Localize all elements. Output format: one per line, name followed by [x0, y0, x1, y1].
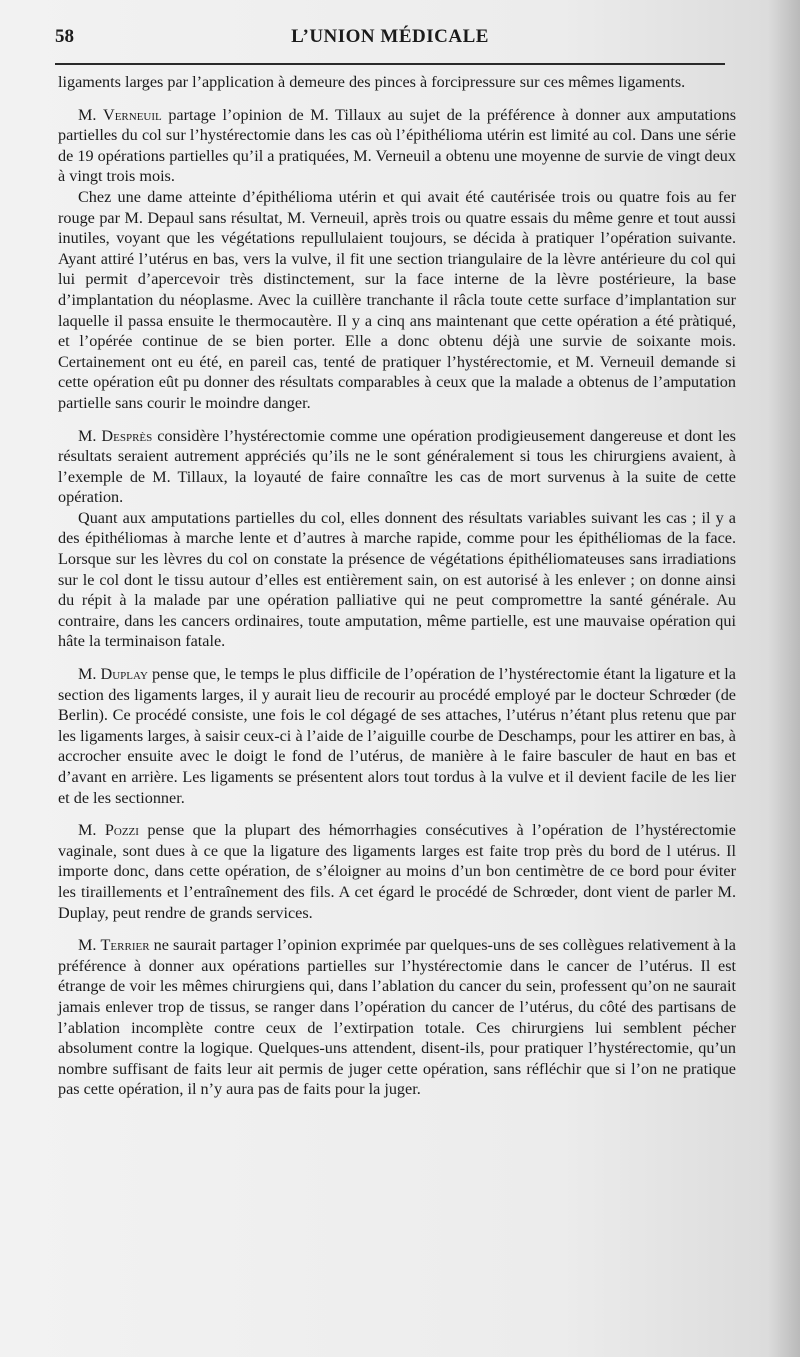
- paragraph-text: Chez une dame atteinte d’épithélioma utérin et qui avait été cautérisée trois ou quatre fois au fer rouge par M. Depaul sans résultat, M. Verneuil, après trois ou quatre essais du même genre et tout aussi inutiles, voyant que les végétations repullulaient toujours, se décida à pratiquer l’opération suivante. Ayant attiré l’utérus en bas, vers la vulve, il fit une section triangulaire de la lèvre antérieure du col qui lui permit d’apercevoir très distinctement, sur la face interne de la lèvre postérieure, la base d’implantation du néoplasme. Avec la cuillère tranchante il râcla toute cette surface d’implantation sur laquelle il passa ensuite le thermocautère. Il y a cinq ans maintenant que cette opération a été pràtiqué, et l’opérée continue de se bien porter. Elle a donc obtenu déjà une survie de soixante mois. Certainement ont eu été, en pareil cas, tenté de pratiquer l’hystérectomie, et M. Verneuil demande si cette opération eût pu donner des résultats comparables à ceux que la malade a obtenus de l’amputation partielle sans courir le moindre danger.: [58, 187, 736, 412]
- speaker-prefix: M.: [78, 821, 105, 840]
- paragraph: [58, 187, 736, 414]
- paragraph-text: ne saurait partager l’opinion exprimée par quelques-uns de ses collègues relativement à la préférence à donner aux opérations partielles sur l’hystérectomie dans le cancer de l’utérus. Il est étrange de voir les mêmes chirurgiens qui, dans l’ablation du cancer du sein, professent qu’on ne saurait jamais enlever trop de tissus, se ranger dans l’opération du cancer de l’utérus, du côté des partisans de l’ablation incomplète contre ceux de l’extirpation totale. Ces chirurgiens lui semblent pécher absolument contre la logique. Quelques-uns attendent, disent-ils, pour pratiquer l’hystérectomie, qu’un nombre suffisant de faits leur ait permis de juger cette opération, sans réfléchir que si l’on ne pratique pas cette opération, il n’y aura pas de faits pour la juger.: [58, 936, 736, 1099]
- speaker-name: Desprès: [101, 426, 153, 445]
- paragraph-text: ligaments larges par l’application à demeure des pinces à forcipressure sur ces mêmes ligaments.: [58, 73, 686, 91]
- speaker-name: Pozzi: [104, 821, 139, 840]
- paragraph-text: Quant aux amputations partielles du col, elles donnent des résultats variables suivant les cas ; il y a des épithéliomas à marche lente et d’autres à marche rapide, comme pour les épithéliomas de la face. Lorsque sur les lèvres du col on constate la présence de végétations épithéliomateuses sans irradiations sur le col dont le tissu autour d’elles est entièrement sain, on est autorisé à les enlever ; on donne ainsi du répit à la malade par une opération palliative qui ne peut compromettre la santé générale. Au contraire, dans les cancers ordinaires, toute amputation, même partielle, est une mauvaise opération qui hâte la terminaison fatale.: [58, 508, 736, 651]
- header-rule: [55, 63, 725, 65]
- paragraph: [58, 426, 736, 508]
- paragraph: [58, 664, 736, 808]
- page-number: 58: [55, 26, 74, 47]
- paragraph: [58, 820, 736, 923]
- paragraph: [58, 105, 736, 187]
- speaker-prefix: M.: [78, 665, 101, 684]
- paragraph-text: pense que, le temps le plus difficile de l’opération de l’hystérectomie étant la ligature et la section des ligaments larges, il y aurait lieu de recourir au procédé employé par le docteur Schrœder (de Berlin). Ce procédé consiste, une fois le col dégagé de ses attaches, l’utérus n’étant plus retenu que par les ligaments larges, à saisir ceux-ci à l’aide de l’aiguille courbe de Deschamps, pour les attirer en bas, à accrocher ensuite avec le doigt le fond de l’utérus, de manière à le faire basculer de haut en bas et d’avant en arrière. Les ligaments se présentent alors tout tordus à la vulve et il devient facile de les lier et de les sectionner.: [58, 665, 736, 807]
- paragraph: [58, 72, 736, 93]
- speaker-prefix: M.: [78, 426, 102, 445]
- speaker-prefix: M.: [78, 936, 101, 955]
- speaker-name: Verneuil: [103, 105, 162, 124]
- running-title: L’UNION MÉDICALE: [291, 26, 489, 47]
- paragraph: [58, 508, 736, 652]
- paragraph-text: pense que la plupart des hémorrhagies consécutives à l’opération de l’hystérectomie vaginale, sont dues à ce que la ligature des ligaments larges est faite trop près du bord de l utérus. Il importe donc, dans cette opération, de s’éloigner au moins d’un bon centimètre de ce bord pour éviter les tiraillements et l’entraînement des fils. A cet égard le procédé de Schrœder, dont vient de parler M. Duplay, peut rendre de grands services.: [58, 821, 736, 922]
- speaker-name: Terrier: [100, 936, 150, 955]
- paragraph: [58, 935, 736, 1100]
- speaker-prefix: M.: [78, 105, 104, 124]
- article-body: [58, 72, 736, 1100]
- paragraph-text: considère l’hystérectomie comme une opération prodigieusement dangereuse et dont les résultats seraient autrement appréciés qu’ils ne le sont généralement si tous les chirurgiens avaient, à l’exemple de M. Tillaux, la loyauté de faire connaître les cas de mort survenus à la suite de cette opération.: [58, 426, 736, 507]
- paragraph-text: partage l’opinion de M. Tillaux au sujet de la préférence à donner aux amputations partielles du col sur l’hystérectomie dans les cas où l’épithélioma utérin est limité au col. Dans une série de 19 opérations partielles qu’il a pratiquées, M. Verneuil a obtenu une moyenne de survie de vingt deux à vingt trois mois.: [58, 105, 736, 186]
- speaker-name: Duplay: [100, 665, 148, 684]
- page-header: [55, 26, 725, 56]
